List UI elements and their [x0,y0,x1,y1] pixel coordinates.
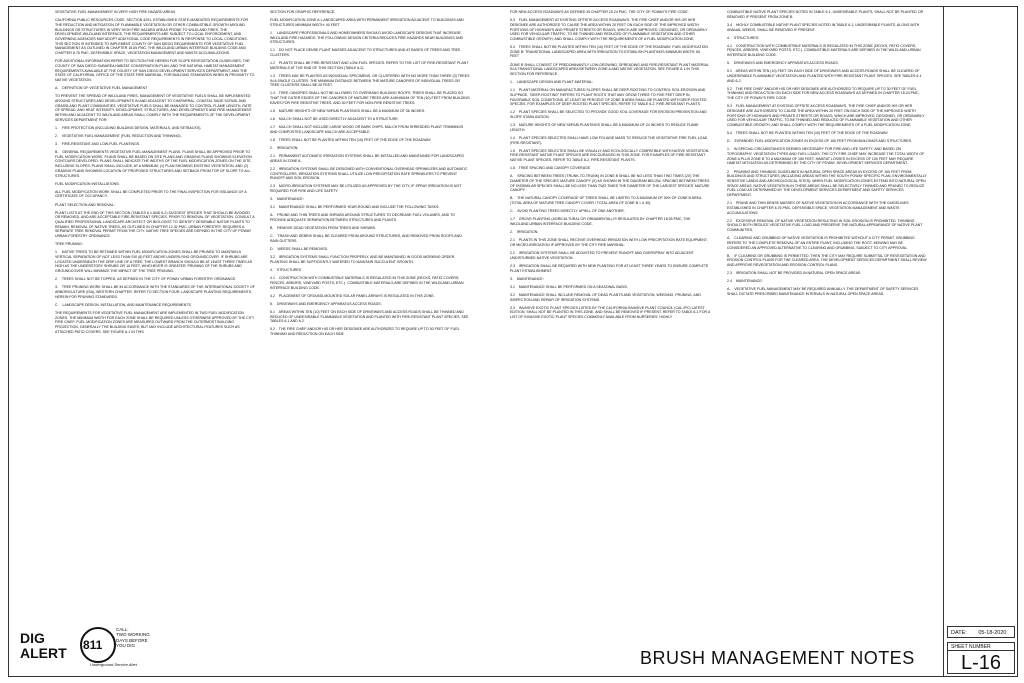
two-working-text: TWO WORKING [116,632,150,638]
note-paragraph: 2. VEGETATIVE FUEL MANAGEMENT (FUEL REDUCTION AND THINNING). [55,133,182,138]
note-paragraph: C. TRASH AND DEBRIS SHALL BE CLEARED FROM AROUND STRUCTURES, AND REMOVED FROM ROOFS AND RAIN GUTTERS. [270,234,463,244]
note-paragraph: 2.2 IRRIGATION SYSTEMS SHALL BE DESIGNED WITH CONVENTIONAL OVERHEAD SPRINKLERS AND AUTOMATIC CONTROLLERS. IRRIGATION SYSTEMS SHALL UTILIZE LOW PRECIPITATION RATE SPRINKLERS TO PREVENT RUNOFF AND SOIL EROSION. [270,166,469,181]
note-paragraph: 2. IRRIGATION: [510,230,539,235]
note-paragraph: B. REMOVE DEAD VEGETATION FROM TREES AND SHRUBS. [270,226,377,231]
note-paragraph: FOR NEW ACCESS ROADWAYS AS DEFINED IN CHAPTER 15.24 PMC, THE CITY OF POWAY'S FIRE CODE. [510,10,689,14]
sheet-title: BRUSH MANAGEMENT NOTES [640,648,915,668]
note-paragraph: 3. MAINTENANCE: [270,197,304,202]
underground-service-alert-text: Underground Service Alert [90,662,137,667]
note-paragraph: CALIFORNIA PUBLIC RESOURCES CODE, SECTION 4291, ESTABLISHED STATE-MANDATED REQUIREMENTS FOR THE REDUCTION AND MITIGATION OF FLAMMABLE VEGETATION OR OTHER COMBUSTIBLE GROWTH AROUND BUILDINGS OR STRUCTURES IN VERY HIGH FIRE HAZARD AREAS PRONE TO WILDLAND FIRES. THE DEVELOPMENT-WILDLAND INTERFACE, THE REQUIREMENTS ARE SUBJECT TO LOCAL ENFORCEMENT, AND GOVERNING AGENCIES MAY ADOPT ADDITIONAL CODE REQUIREMENTS IN RESPONSE TO LOCAL CONDITIONS. THIS SECTION IS INTENDED TO IMPLEMENT COUNTY OF SAN DIEGO REQUIREMENTS FOR VEGETATIVE FUEL MANAGEMENT AS OUTLINED IN CHAPTER 15.05 PMC, THE WILDLAND-URBAN INTERFACE BUILDING CODE AND CHAPTER 8.76 PMC, DEFENSIBLE SPACE, VEGETATION MANAGEMENT AND WASTE ACCUMULATIONS. [55,18,249,56]
call-811-number: 811 [83,638,103,652]
note-paragraph: FUEL MODIFICATION INSTALLATIONS: [55,181,120,186]
note-paragraph: TREE PRUNING: [55,242,83,247]
note-paragraph: 2.1 PLANTS IN THIS ZONE SHALL RECEIVE OVERHEAD IRRIGATION WITH LOW PRECIPITATION RATE EQUIPMENT, OR MICRO-IRRIGATION IF APPROVED BY THE CITY FIRE MARSHAL. [510,238,709,247]
note-paragraph: 1.5 MATURE HEIGHTS OF NEW SHRUB PLANTINGS SHALL BE A MAXIMUM OF 36 INCHES. [270,108,426,113]
note-paragraph: PLANT SELECTION AND REMOVAL: [55,202,115,207]
note-paragraph: 1.1 PLANT MATERIAL ON MANUFACTURED SLOPES SHALL BE DEEP-ROOTING TO CONTROL SOIL EROSION AND SLIPPAGE. "DEEP-ROOTING" REFERS TO PLANT ROOTS THAT MAY GROW THREE TO FIVE FEET DEEP IN FAVORABLE SOIL CONDITIONS. AT LEAST 50 PERCENT OF ZONE B AREA SHALL BE PLANTED WITH DEEP-ROOTED SPECIES. FOR EXAMPLES OF DEEP-ROOTED PLANT SPECIES, REFER TO TABLE 6-2, FIRE-RESISTANT PLANTS. [510,88,708,107]
note-paragraph: 1.3 MATURE HEIGHTS OF NEW SHRUB PLANTINGS SHALL BE A MAXIMUM OF 24 INCHES TO REDUCE FLAME LENGTH. [510,123,700,132]
notes-column-2 [270,10,470,585]
note-paragraph: 1.2 PLANTS SHALL BE FIRE-RESISTANT AND LOW-FUEL SPECIES. REFER TO THE LIST OF FIRE-RESISTANT PLANT MATERIALS AT THE END OF THIS SECTION (TABLE 6-2). [270,61,470,70]
call-label: CALL: [116,627,129,632]
note-paragraph: 1.5 PLANT SPECIES SELECTED SHALL BE VISUALLY AND ECOLOGICALLY COMPATIBLE WITH NATIVE VEGETATION. FIRE-RESISTANT NATIVE PLANT SPECIES ARE ENCOURAGED IN THIS ZONE. FOR EXAMPLES OF FIRE-RESISTANT NATIVE PLANT SPECIES, REFER TO TABLE 6-2, FIRE-RESISTANT PLANTS. [510,148,711,163]
note-paragraph: 5.1 AREAS WITHIN TEN (10) FEET ON EACH SIDE OF DRIVEWAYS AND ACCESS ROADS SHALL BE THINNED AND REDUCED OF UNDESIRABLE FLAMMABLE VEGETATION AND PLANTED WITH FIRE-RESISTANT PLANT SPECIES. SEE TABLES 6-1 AND 6-2. [270,309,470,324]
note-paragraph: FOR ADDITIONAL INFORMATION REFER TO SECTION FIVE HEREIN FOR SLOPE REVEGETATION GUIDELINES, THE COUNTY OF SAN DIEGO SUBAREA HABITAT CONSERVATION PLAN, AND THE NATURAL HABITAT MANAGEMENT REQUIREMENTS AVAILABLE AT THE COUNTY OF SAN DIEGO DEVELOPMENT SERVICES DEPARTMENT, AND THE STATE OF CALIFORNIA, OFFICE OF THE STATE FIRE MARSHAL, FOR BUILDING STANDARDS WHEN IN PROXIMITY TO NATIVE VEGETATION. [55,59,256,82]
note-paragraph: THE REQUIREMENTS FOR VEGETATIVE FUEL MANAGEMENT ARE IMPLEMENTED IN TWO FUEL MODIFICATION ZONES. THE MINIMUM WIDTH FOR EACH ZONE SHALL BE REQUIRED UNLESS OTHERWISE APPROVED BY THE CITY FIRE CHIEF. FUEL MODIFICATION ZONES ARE MEASURED OUTWARD FROM THE OUTERMOST BUILDING PROJECTION, GENERALLY THE BUILDING EAVES, BUT MAY INCLUDE ARCHITECTURAL FEATURES SUCH AS ATTACHED PATIO COVERS. SEE FIGURE 6-1 IN THIS [55,310,256,334]
note-paragraph: 4.2 PLACEMENT OF GROUND-MOUNTED SOLAR PANEL ARRAYS IS REGULATED IN THIS ZONE. [270,293,435,298]
note-paragraph: 1.8 TREES SHALL NOT BE PLANTED WITHIN TEN (10) FEET OF THE EDGE OF THE ROADWAY. [270,137,432,142]
dig-alert-logo [20,627,180,671]
note-paragraph: 5.4 TREES SHALL NOT BE PLANTED WITHIN TEN (10) FEET OF THE EDGE OF THE ROADWAY. FUEL MODIFICATION ZONE B: TRANSITIONAL LANDSCAPED AREA WITH IRRIGATION TO ESTABLISH PLANTINGS MINIMUM WIDTH: 60 FEET [510,45,709,59]
note-paragraph: 1.4 PLANT SPECIES SELECTED SHALL HAVE LOW FOLIAGE MASS TO REDUCE THE VEGETATIVE FIRE FUEL LOAD (FIRE-RESISTANT). [510,135,709,145]
note-paragraph: 1. LANDSCAPE PROFESSIONALS AND HOMEOWNERS SHOULD AVOID LANDSCAPE DESIGNS THAT INCREASE WILDLAND FIRE HAZARDS. THE FOLLOWING DESIGN CRITERIA REDUCES FIRE HAZARDS NEAR BUILDINGS AND STRUCTURES: [270,30,465,45]
note-paragraph: 4.1 CONSTRUCTION WITH COMBUSTIBLE MATERIALS IS REGULATED IN THIS ZONE (DECKS, PATIO COVERS, FENCES, ARBORS, VINEYARD POSTS, ETC.). COMBUSTIBLE MATERIALS ARE DEFINED IN THE WILDLAND-URBAN INTERFACE BUILDING CODE. [270,276,465,290]
note-paragraph: 3.1 MAINTENANCE SHALL BE PERFORMED ON A SEASONAL BASIS. [510,284,628,289]
note-paragraph: 4. STRUCTURES [270,268,302,273]
note-paragraph: C. AVOID PLANTING TREES DIRECTLY UPHILL OF ONE ANOTHER. [510,209,625,214]
note-paragraph: D. WEEDS SHALL BE REMOVED. [270,247,329,252]
note-paragraph: A. CLEARING AND GRUBBING OF NATIVE VEGETATION IS PROHIBITED WITHOUT A CITY PERMIT. GRUBBING REFERS TO THE COMPLETE REMOVAL OF AN ENTIRE PLANT, INCLUDING THE ROOT. MOWING MAY BE CONSIDERED AN APPROVED ALTERNATIVE TO CLEARING AND GRUBBING, SUBJECT TO CITY APPROVAL. [727,236,916,250]
note-paragraph: B. IF CLEARING OR GRUBBING IS PERMITTED, THEN THE CITY MAY REQUIRE SUBMITTAL OF REVEGETATION AND EROSION CONTROL PLANS FOR THE CLEARED AREA. THE DEVELOPMENT SERVICES DEPARTMENT SHALL REVIEW AND APPROVE REVEGETATION AND EROSION CONTROL PLANS. [727,253,928,268]
note-paragraph: 5. DRIVEWAYS AND EMERGENCY APPARATUS ACCESS ROADS: [727,61,839,66]
note-paragraph: 1. IN SPECIAL CIRCUMSTANCES DEEMED NECESSARY FOR FIRE AND LIFE SAFETY, AND BASED ON TOPOGRAPHY, VEGETATION TYPES AND FUEL LOADS, THE CITY FIRE CHIEF MAY INCREASE THE TOTAL WIDTH OF ZONE A PLUS ZONE B TO A MAXIMUM OF 150 FEET. HABITAT LOSSES IN EXCESS OF 100 FEET MAY REQUIRE HABITAT MITIGATION AS DETERMINED BY THE CITY OF POWAY, DEVELOPMENT SERVICES DEPARTMENT. [727,147,926,166]
notes-column-1 [55,10,255,585]
note-paragraph: A. SPACING BETWEEN TREES (TRUNK-TO-TRUNK) IN ZONE B SHALL BE NO LESS THAN TWO TIMES (2X) THE DIAMETER OF THE SPECIES' MATURE CANOPY (X) AS SHOWN IN THE DIAGRAM BELOW. SPACING BETWEEN TREES OF DISSIMILAR SPECIES SHALL BE NO LESS THAN TWO TIMES THE DIAMETER OF THE LARGEST SPECIES' MATURE CANOPY. [510,174,711,193]
note-paragraph: 1. NATIVE TREES TO BE RETAINED WITHIN FUEL MODIFICATION ZONES SHALL BE PRUNED TO MAINTAIN A VERTICAL SEPARATION OF NOT LESS THAN SIX (6) FEET ABOVE UNDERLYING GROUNDCOVER. IF SHRUBS ARE LOCATED UNDERNEATH THE DRIP LINE OF A TREE, THE LOWEST BRANCH SHOULD BE AT LEAST THREE TIMES AS HIGH AS THE UNDERSTORY SHRUBS OR 10 FEET, WHICHEVER IS GREATER. PRUNING OF THE SHRUBS AND GROUNDCOVER WILL MINIMIZE THE IMPACT OF THE TREE PRUNING. [55,250,254,274]
note-paragraph: 3.2 IRRIGATION SYSTEMS SHALL FUNCTION PROPERLY, AND BE MAINTAINED IN GOOD WORKING ORDER. PLANTING SHALL BE SUFFICIENTLY WATERED TO MAINTAIN SUCCULENT GROWTH. [270,255,457,264]
note-paragraph: 2. PRUNING AND THINNING GUIDELINES IN NATURAL OPEN SPACE AREAS IN EXCESS OF 100 FEET FROM BUILDINGS AND STRUCTURES (INCLUDING AREAS WITHIN THE SOUTH POWAY SPECIFIC PLAN, ENVIRONMENTALLY SENSITIVE LANDS AND ARCHEOLOGICAL SITES): WHEN FUEL MODIFICATION ZONES EXTEND INTO NATURAL OPEN SPACE AREAS, NATIVE VEGETATION IN THESE AREAS SHALL BE SELECTIVELY THINNED AND PRUNED TO REDUCE FUEL LOAD AS DETERMINED BY THE DEVELOPMENT SERVICES DEPARTMENT AND SAFETY SERVICES DEPARTMENT. [727,169,928,198]
note-paragraph: 1. LANDSCAPE DESIGN AND PLANT MATERIAL: [510,80,594,84]
note-paragraph: 2.1 PERMANENT AUTOMATIC IRRIGATION SYSTEMS SHALL BE INSTALLED AND MAINTAINED FOR LANDSCAPED AREAS IN ZONE A. [270,154,465,163]
note-paragraph: SECTION FOR GRAPHIC REFERENCE. [270,10,336,14]
sheet-number-label: SHEET NUMBER [947,642,1015,650]
note-paragraph: 3. MAINTENANCE: [510,276,544,281]
dig-alert-wordmark [20,631,67,661]
note-paragraph: 1.3 TREES MAY BE PLANTED AS INDIVIDUAL SPECIMENS, OR CLUSTERED WITH NO MORE THAN THREE (3) TREES IN A SINGLE CLUSTER. THE MINIMUM DISTANCE BETWEEN THE MATURE CANOPIES OF INDIVIDUAL TREES OR TREE CLUSTERS SHALL BE 20 FEET. [270,73,471,88]
notes-column-4 [727,10,927,585]
note-paragraph: COMBUSTIBLE NATIVE PLANT SPECIES NOTED IN TABLE 6-1, UNDESIRABLE PLANTS, SHALL NOT BE PLANTED OR REMOVED IF PRESENT FROM ZONE B. [727,10,925,19]
note-paragraph: D. EXPANDED FUEL MODIFICATION ZONES IN EXCESS OF 100 FEET FROM BUILDINGS AND STRUCTURES. [727,139,913,144]
note-paragraph: A. DEFINITION OF VEGETATIVE FUEL MANAGEMENT [55,86,148,91]
note-paragraph: 3.3 INVASIVE EXOTIC PLANT SPECIES LISTED BY THE CALIFORNIA INVASIVE PLANT COUNCIL (CAL-IPC) LATEST EDITION, SHALL NOT BE PLANTED IN THIS ZONE, AND SHALL BE REMOVED IF PRESENT. REFER TO TABLE 6-1 FOR A LIST OF INVASIVE EXOTIC PLANT SPECIES COMMONLY AVAILABLE FROM NURSERIES. HIGHLY [510,305,711,320]
note-paragraph: 1.1 DO NOT PLACE DENSE PLANT MASSES ADJACENT TO STRUCTURES AND AT BASES OF TREES AND TREE CLUSTERS. [270,48,462,58]
note-paragraph: 3. FIRE-RESISTANT AND LOW-FUEL PLANTINGS. [55,141,141,146]
note-paragraph: 2. TREES SHALL NOT BE TOPPED, AS DEFINED IN THE CITY OF POWAY URBAN FORESTRY ORDINANCE. [55,277,237,282]
note-paragraph: 1.4 TREE CANOPIES SHALL NOT BE ALLOWED TO OVERHANG BUILDING ROOFS. TREES SHALL BE PLACED SO THAT THE OUTER EDGES OF THE CANOPIES OF MATURE TREES ARE A MINIMUM OF TEN (10) FEET FROM BUILDING EAVES FOR FIRE RESISTIVE TREES, AND 30 FEET FOR NON-FIRE RESISTIVE TREES. [270,91,471,105]
note-paragraph: 2.3 IRRIGATION SHALL NOT BE PROVIDED IN NATURAL OPEN SPACE AREAS. [727,271,862,276]
note-paragraph: ALL FUEL MODIFICATION WORK SHALL BE COMPLETED PRIOR TO THE FINAL INSPECTION FOR ISSUANCE OF A CERTIFICATE OF OCCUPANCY. [55,189,248,199]
note-paragraph: 5.3 FUEL MANAGEMENT AT EXISTING OFFSITE ACCESS ROADWAYS. THE FIRE CHIEF AND/OR HIS OR HER DESIGNEE ARE AUTHORIZED TO CAUSE THE AREA WITHIN 20 FEET ON EACH SIDE OF THE IMPROVED WIDTH PORTIONS OF HIGHWAYS AND PRIVATE STREETS OR ROADS, WHICH ARE IMPROVED, DESIGNED, OR ORDINARILY USED FOR VEHICULAR TRAFFIC, TO BE THINNED AND REDUCED OF FLAMMABLE VEGETATION AND OTHER COMBUSTIBLE GROWTH, AND SHALL COMPLY WITH THE REQUIREMENTS OF A FUEL MODIFICATION ZONE. [510,18,709,41]
note-paragraph: 2.3 MICRO-IRRIGATION SYSTEMS MAY BE UTILIZED AS APPROVED BY THE CITY, IF SPRAY IRRIGATION IS NOT REQUIRED FOR FIRE AND LIFE SAFETY. [270,184,463,194]
note-paragraph: 3. TREE PRUNING WORK SHALL BE IN ACCORDANCE WITH THE STANDARDS OF THE INTERNATIONAL SOCIETY OF ARBORICULTURE (ISA), WESTERN CHAPTER. REFER TO SECTION FOUR, LANDSCAPE PLANTING REQUIREMENTS, HEREIN FOR PRUNING STANDARDS. [55,285,256,299]
note-paragraph: 3.1 MAINTENANCE SHALL BE PERFORMED YEAR-ROUND AND INCLUDE THE FOLLOWING TASKS: [270,205,440,210]
you-dig-text: YOU DIG [116,643,136,649]
note-paragraph: 5.4 TREES SHALL NOT BE PLANTED WITHIN TEN (10) FEET OF THE EDGE OF THE ROADWAY. [727,131,889,136]
note-paragraph: 2.2 IRRIGATION SYSTEMS SHALL BE ADJUSTED TO PREVENT RUNOFF AND OVERSPRAY INTO ADJACENT UNDISTURBED NATIVE VEGETATION. [510,251,695,260]
note-paragraph: 2.3 IRRIGATION SHALL BE REQUIRED WITH NEW PLANTING FOR AT LEAST THREE YEARS TO ENSURE COMPLETE PLANT ESTABLISHMENT. [510,263,710,273]
sheet-number: L-16 [947,650,1015,674]
note-paragraph: 5.1 AREAS WITHIN TEN (10) FEET ON EACH SIDE OF DRIVEWAYS AND ACCESS ROADS SHALL BE CLEARED OF UNDESIRABLE FLAMMABLE VEGETATION AND PLANTED WITH FIRE-RESISTANT PLANT SPECIES. SEE TABLES 6-1 AND 6-2. [727,69,923,83]
note-paragraph: 1.6 TREE SPACING AND CANOPY COVERAGE [510,166,591,171]
note-paragraph: VEGETATIVE FUEL MANAGEMENT IN VERY HIGH FIRE HAZARD AREAS [55,10,176,14]
note-paragraph: 2.1 PRUNE AND THIN DENSE MASSES OF NATIVE VEGETATION IN ACCORDANCE WITH THE GUIDELINES ESTABLISHED IN CHAPTER 8.76 PMC, DEFENSIBLE SPACE, VEGETATION MANAGEMENT AND WASTE ACCUMULATIONS. [727,201,910,215]
note-paragraph: 1.6 MULCH SHALL NOT BE USED DIRECTLY ADJACENT TO A STRUCTURE. [270,117,399,122]
note-paragraph: B. THE NATURAL CANOPY COVERAGE OF TREES SHALL BE LIMITED TO A MAXIMUM OF 30% OF ZONE B AREA (TOTAL AREA OF MATURE TREE CANOPY COVER / TOTAL AREA OF ZONE B < 0.30). [510,196,703,206]
note-paragraph: 4. STRUCTURES: [727,35,760,40]
note-paragraph: 4.1 CONSTRUCTION WITH COMBUSTIBLE MATERIALS IS REGULATED IN THIS ZONE (DECKS, PATIO COVERS, FENCES, ARBORS, VINEYARD POSTS, ETC.). COMBUSTIBLE MATERIALS ARE DEFINED IN THE WILDLAND-URBAN INTERFACE BUILDING CODE. [727,43,922,58]
note-paragraph: 1. FIRE PROTECTION (INCLUDING BUILDING DESIGN, MATERIALS, AND SETBACKS). [55,125,202,130]
alert-text: ALERT [20,645,67,661]
note-paragraph: B. GENERAL REQUIREMENTS VEGETATIVE FUEL MANAGEMENT PLANS. PLANS SHALL BE APPROVED PRIOR TO FUEL MODIFICATION WORK. PLANS SHALL BE BASED ON SITE PLANS AND GRADING PLANS SHOWING ELEVATION CONTOURS DEVELOPED. PLANS SHALL INDICATE THE WIDTHS OF THE FUEL MODIFICATION ZONES ON THE SITE, INCLUDING SLOPES. PLANS SHALL INCLUDE, AT A MINIMUM: (1) PLAN SHOWING EXISTING VEGETATION, AND (2) GRADING PLANS SHOWING LOCATION OF PROPOSED STRUCTURES AND SETBACK FROM TOP OF SLOPE TO ALL STRUCTURES. [55,150,253,178]
date-box [947,626,1015,638]
note-paragraph: 5. DRIVEWAYS AND EMERGENCY APPARATUS ACCESS ROADS: [270,301,382,306]
note-paragraph: 2. IRRIGATION: [270,146,299,151]
date-value: 05-18-2020 [978,630,1007,636]
note-paragraph: 2.2 EXCESSIVE REMOVAL OF NATIVE VEGETATION RESULTING IN SOIL EROSION IS PROHIBITED. THINNING SHOULD BOTH REDUCE VEGETATIVE FUEL LOAD AND PRESERVE THE NATURAL APPEARANCE OF NATIVE PLANT COMMUNITIES. [727,218,924,233]
note-paragraph: 2.4 MAINTENANCE: [727,279,763,284]
note-paragraph: C. LANDSCAPE DESIGN, INSTALLATION, AND MAINTENANCE REQUIREMENTS [55,302,191,307]
call-instructions [116,627,150,649]
note-paragraph: 1.7 GROVE PLANTING (AGRICULTURAL OR ORNAMENTAL) IS REGULATED BY CHAPTER 15.05 PMC, THE WILDLAND-URBAN INTERFACE BUILDING CODE. [510,217,692,227]
dig-text: DIG [20,630,45,646]
note-paragraph: 1.7 MULCH SHALL NOT INCLUDE LARGE WOOD OR BARK CHIPS. MULCH FROM SHREDDED PLANT TRIMMINGS AND COMPOSTED LANDSCAPE MULCH ARE ACCEPTABLE. [270,125,465,134]
note-paragraph: 1.2 PLANT SPECIES SHALL BE SELECTED TO PROVIDE GOOD SOIL COVERAGE FOR EROSION PREVENTION AND SLOPE STABILIZATION. [510,110,708,119]
note-paragraph: 5.2 THE FIRE CHIEF AND/OR HIS OR HER DESIGNEE ARE AUTHORIZED TO REQUIRE UP TO 30 FEET OF FUEL THINNING AND REDUCTION ON EACH SIDE FOR NEW ACCESS ROADWAYS AS DEFINED IN CHAPTER 15.24 PMC, THE CITY OF POWAY'S FIRE CODE. [727,86,921,101]
note-paragraph: FUEL MODIFICATION ZONE A: LANDSCAPED AREA WITH PERMANENT IRRIGATION ADJACENT TO BUILDINGS AND STRUCTURES MINIMUM WIDTH: 40 FEET [270,18,465,27]
note-paragraph: PLANT LISTS AT THE END OF THIS SECTION (TABLES 6-1 AND 6-2) SUGGEST SPECIES THAT SHOULD BE AVOIDED OR REMOVED, AND ARE ACCEPTABLE FIRE-RESISTANT SPECIES. PRIOR TO REMOVAL OF VEGETATION, CONSULT A QUALIFIED PROFESSIONAL LANDSCAPE ARCHITECT OR BIOLOGIST TO IDENTIFY DESIRABLE NATIVE PLANTS TO REMAIN. REMOVAL OF NATIVE TREES, AS OUTLINED IN CHAPTER 12.32 PMC, URBAN FORESTRY, REQUIRES A SEPARATE TREE REMOVAL PERMIT FROM THE CITY. NATIVE TREE SPECIES ARE DEFINED IN THE CITY OF POWAY URBAN FORESTRY ORDINANCE. [55,210,256,239]
note-paragraph: A. VEGETATIVE FUEL MANAGEMENT MAY BE REQUIRED ANNUALLY. THE DEPARTMENT OF SAFETY SERVICES SHALL DICTATE PRESCRIBED MAINTENANCE INTERVALS IN NATURAL OPEN SPACE AREAS. [727,287,920,297]
date-label: DATE: [951,630,967,636]
note-paragraph: 5.2 THE FIRE CHIEF AND/OR HIS OR HER DESIGNEE ARE AUTHORIZED TO REQUIRE UP TO 30 FEET OF FUEL THINNING AND REDUCTION ON EACH SIDE [270,327,461,336]
note-paragraph: 3.4 HIGHLY COMBUSTIBLE NATIVE PLANT SPECIES NOTED IN TABLE 6-1, UNDESIRABLE PLANTS, ALONG WITH ANNUAL WEEDS, SHALL BE REMOVED IF PRESENT. [727,22,921,32]
note-paragraph: A. PRUNE AND THIN TREES AND SHRUBS AROUND STRUCTURES TO DECREASE FUEL VOLUMES, AND TO PROVIDE ADEQUATE SEPARATION BETWEEN STRUCTURES AND PLANTS. [270,213,456,223]
notes-column-3 [510,10,710,585]
title-block-strip [944,6,1018,677]
note-paragraph: 5.3 FUEL MANAGEMENT AT EXISTING OFFSITE ACCESS ROADWAYS. THE FIRE CHIEF AND/OR HIS OR HER DESIGNEE ARE AUTHORIZED TO CAUSE THE AREA WITHIN 20 FEET ON EACH SIDE OF THE IMPROVED WIDTH PORTIONS OF HIGHWAYS AND PRIVATE STREETS OR ROADS, WHICH ARE IMPROVED, DESIGNED, OR ORDINARILY USED FOR VEHICULAR TRAFFIC, TO BE THINNED AND REDUCED OF FLAMMABLE VEGETATION AND OTHER COMBUSTIBLE GROWTH, AND SHALL COMPLY WITH THE REQUIREMENTS OF A FUEL MODIFICATION ZONE. [727,104,926,128]
note-paragraph: 3.2 MAINTENANCE SHALL INCLUDE REMOVAL OF DEAD PLANTS AND VEGETATION, WEEDING, PRUNING, AND INSPECTION AND REPAIR OF IRRIGATION SYSTEMS. [510,292,702,302]
note-paragraph: ZONE B SHALL CONSIST OF PREDOMINANTLY LOW-GROWING, SPREADING AND FIRE-RESISTANT PLANT MATERIAL IN A TRANSITIONAL LANDSCAPED AREA BETWEEN ZONE A AND NATIVE VEGETATION. SEE FIGURE 6-1 IN THIS SECTION FOR REFERENCE. [510,62,710,76]
days-before-text: DAYS BEFORE [116,637,148,643]
note-paragraph: TO PREVENT THE SPREAD OF WILDLAND FIRES, MANAGEMENT OF VEGETATIVE FUELS SHALL BE IMPLEMENTED AROUND STRUCTURES AND DEVELOPMENTS IN AND ADJACENT TO CHAPARRAL, COASTAL SAGE SCRUB, AND GRASSLAND PLANT COMMUNITIES. VEGETATIVE FUELS SHALL BE MANAGED TO CONTROL FLAME LENGTH, RATE OF SPREAD, AND HEAT INTENSITY. DEVELOPMENT, STRUCTURES, AND DEVELOPMENTS AND FIRE MANAGEMENT WITHIN AND ADJACENT TO WILDLAND AREAS SHALL COMPLY WITH THE REQUIREMENTS OF THE DEVELOPMENT SERVICES DEPARTMENT FOR: [55,94,253,122]
